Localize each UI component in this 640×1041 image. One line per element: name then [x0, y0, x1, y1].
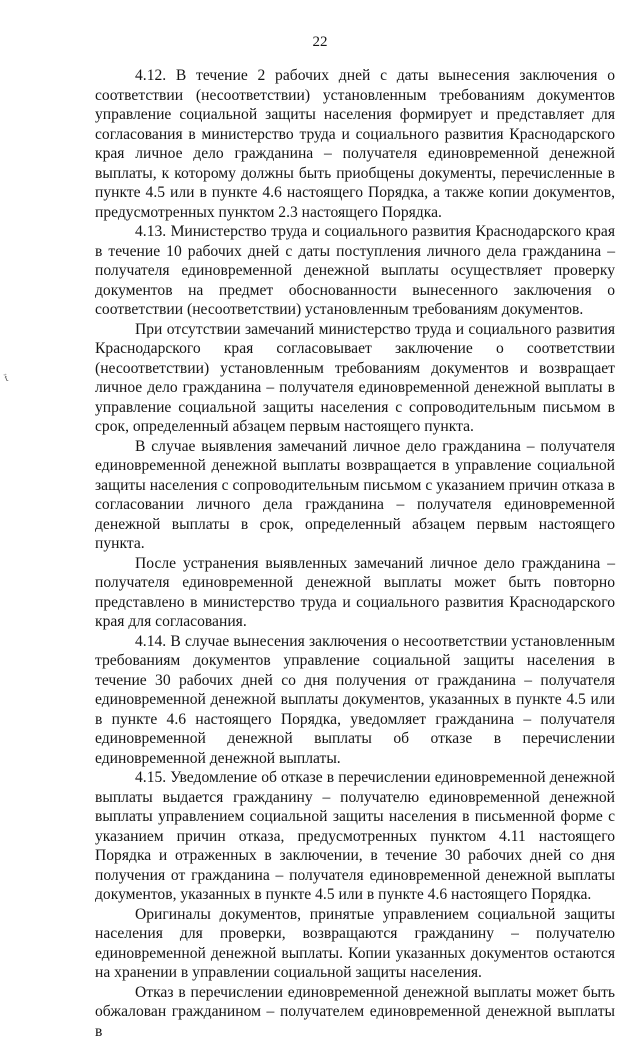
body-text	[95, 66, 615, 1041]
paragraph-4-14: 4.14. В случае вынесения заключения о несоответствии установленным требованиям документов управление социальной защиты населения в течение 30 рабочих дней со дня получения от гражданина – получателя единовременной денежной выплаты документов, указанных в пункте 4.5 или в пункте 4.6 настоящего Порядка, уведомляет гражданина – получателя единовременной денежной выплаты об отказе в перечислении единовременной денежной выплаты.	[95, 632, 615, 769]
paragraph-4-15: 4.15. Уведомление об отказе в перечислении единовременной денежной выплаты выдается гражданину – получателю единовременной денежной выплаты управлением социальной защиты населения в письменной форме с указанием причин отказа, предусмотренных пунктом 4.11 настоящего Порядка и отраженных в заключении, в течение 30 рабочих дней со дня получения от гражданина – получателя единовременной денежной выплаты документов, указанных в пункте 4.5 или в пункте 4.6 настоящего Порядка.	[95, 768, 615, 905]
paragraph-4-12: 4.12. В течение 2 рабочих дней с даты вынесения заключения о соответствии (несоответствии) установленным требованиям документов управление социальной защиты населения формирует и представляет для согласования в министерство труда и социального развития Краснодарского края личное дело гражданина – получателя единовременной денежной выплаты, к которому должны быть приобщены документы, перечисленные в пункте 4.5 или в пункте 4.6 настоящего Порядка, а также копии документов, предусмотренных пунктом 2.3 настоящего Порядка.	[95, 66, 615, 222]
paragraph-4-13-remarks: В случае выявления замечаний личное дело гражданина – получателя единовременной денежной выплаты возвращается в управление социальной защиты населения с сопроводительным письмом с указанием причин отказа в согласовании личного дела гражданина – получателя единовременной денежной выплаты в срок, определенный абзацем первым настоящего пункта.	[95, 437, 615, 554]
paragraph-4-13-approval: При отсутствии замечаний министерство труда и социального развития Краснодарского края согласовывает заключение о соответствии (несоответствии) установленным требованиям документов и возвращает личное дело гражданина – получателя единовременной денежной выплаты в управление социальной защиты населения с сопроводительным письмом в срок, определенный абзацем первым настоящего пункта.	[95, 320, 615, 437]
margin-mark: ẗ	[3, 373, 9, 384]
paragraph-4-15-originals: Оригиналы документов, принятые управлением социальной защиты населения для проверки, возвращаются гражданину – получателю единовременной денежной выплаты. Копии указанных документов остаются на хранении в управлении социальной защиты населения.	[95, 905, 615, 983]
paragraph-4-13-resubmission: После устранения выявленных замечаний личное дело гражданина – получателя единовременной денежной выплаты может быть повторно представлено в министерство труда и социального развития Краснодарского края для согласования.	[95, 554, 615, 632]
paragraph-4-13: 4.13. Министерство труда и социального развития Краснодарского края в течение 10 рабочих дней с даты поступления личного дела гражданина – получателя единовременной денежной выплаты осуществляет проверку документов на предмет обоснованности вынесенного заключения о соответствии (несоответствии) установленным требованиям документов.	[95, 222, 615, 320]
page-number: 22	[0, 33, 640, 51]
paragraph-4-15-appeal: Отказ в перечислении единовременной денежной выплаты может быть обжалован гражданином – получателем единовременной денежной выплаты в	[95, 983, 615, 1041]
